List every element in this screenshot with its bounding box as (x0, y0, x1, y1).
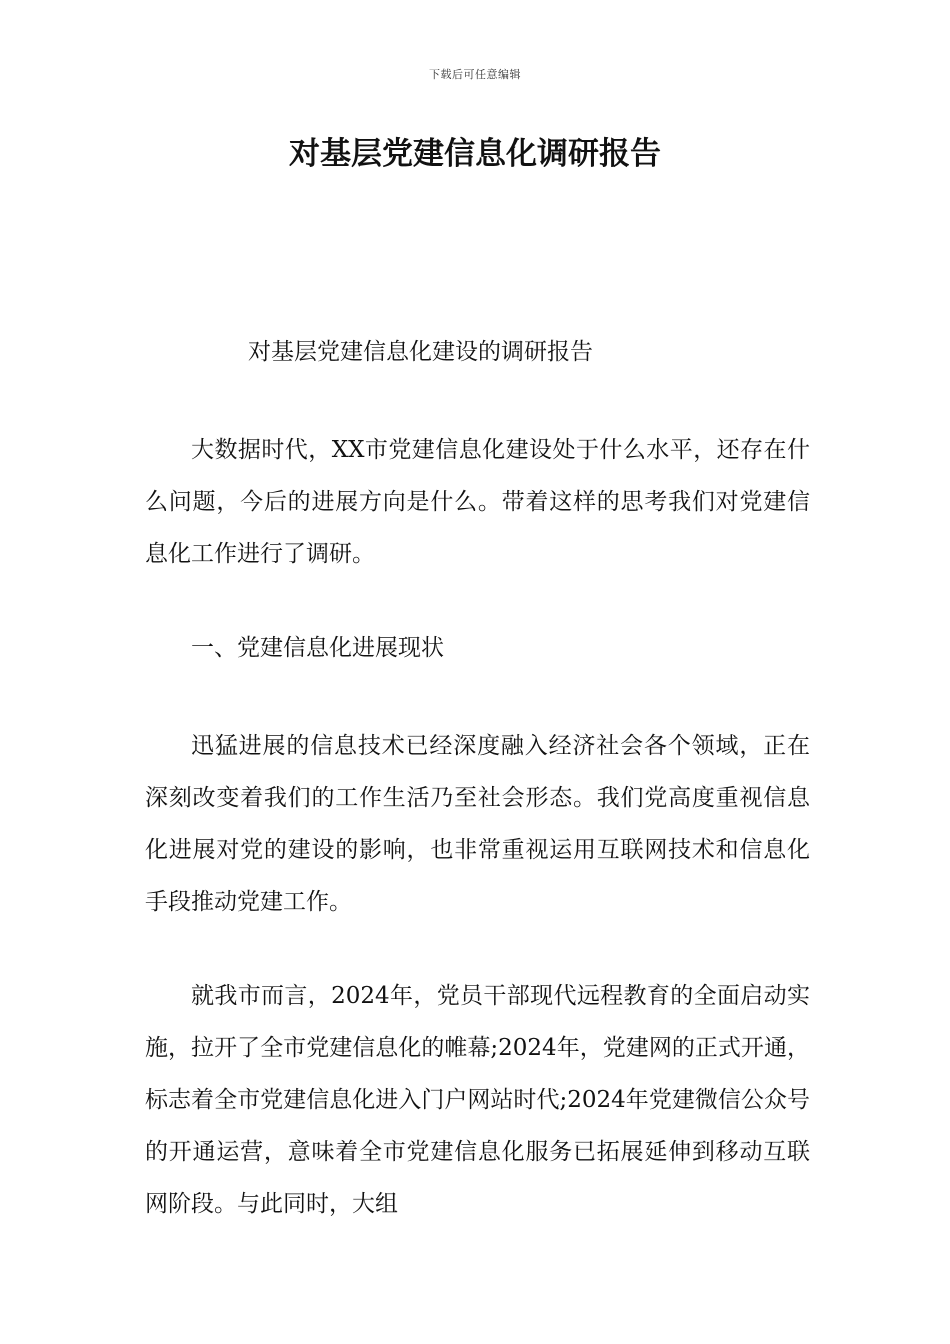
section-heading-1: 一、党建信息化进展现状 (191, 635, 444, 661)
document-title: 对基层党建信息化调研报告 (289, 136, 661, 172)
paragraph-intro: 大数据时代，XX市党建信息化建设处于什么水平，还存在什么问题，今后的进展方向是什么。带着这样的思考我们对党建信息化工作进行了调研。 (145, 437, 810, 567)
header-note: 下载后可任意编辑 (429, 68, 521, 81)
document-subtitle: 对基层党建信息化建设的调研报告 (248, 339, 593, 365)
paragraph-city: 就我市而言，2024年，党员干部现代远程教育的全面启动实施，拉开了全市党建信息化的帷幕;2024年，党建网的正式开通，标志着全市党建信息化进入门户网站时代;2024年党建微信公众号的开通运营，意味着全市党建信息化服务已拓展延伸到移动互联网阶段。与此同时，大组 (145, 983, 810, 1217)
paragraph-status: 迅猛进展的信息技术已经深度融入经济社会各个领域，正在深刻改变着我们的工作生活乃至社会形态。我们党高度重视信息化进展对党的建设的影响，也非常重视运用互联网技术和信息化手段推动党建工作。 (145, 733, 810, 915)
